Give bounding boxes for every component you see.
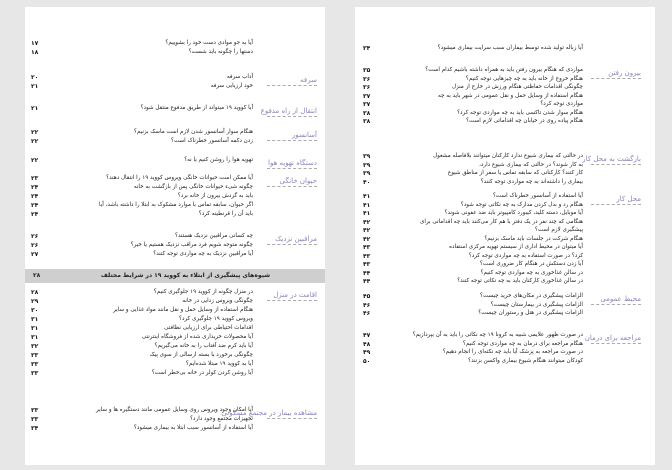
toc-entry-text: باید به گردش بیرون از خانه برد؟ — [177, 193, 253, 199]
toc-entry-text: آیا به جو موادی دست خود را بشوییم؟ — [165, 40, 253, 46]
toc-entry-page: ۲۲ — [31, 157, 39, 164]
toc-entry-page: ۳۰ — [31, 307, 39, 314]
toc-entry-text: آیا به کووید ۱۹ مبتلا شده‌ایم؟ — [185, 361, 253, 367]
toc-entry-page: ۳۴ — [363, 45, 371, 52]
toc-entry-text: الزامات پیشگیری در هتل و رستوران چیست؟ — [478, 310, 583, 316]
toc-entry-page: ۱۷ — [31, 40, 39, 47]
toc-entry-text: هنگام استفاده از وسایل حمل و نقل مانند مواد غذایی و سایر — [113, 307, 253, 313]
heading-dash — [267, 300, 317, 301]
toc-entry-text: الزامات پیشگیری در مکان‌های خرید چیست؟ — [480, 293, 583, 299]
left-page — [25, 7, 325, 465]
toc-entry-text: باید آن را قرنطینه کرد؟ — [198, 211, 253, 217]
toc-entry-page: ۳۶ — [363, 75, 371, 83]
toc-entry-page: ۵۰ — [363, 357, 371, 365]
toc-section-heading: سرفه — [300, 76, 317, 84]
toc-entry-text: الزامات پیشگیری در بیمارستان چیست؟ — [490, 301, 583, 308]
toc-entry-page: ۴۲ — [363, 227, 371, 234]
toc-entry-page: ۳۷ — [363, 92, 371, 100]
toc-section-heading: محل کار — [616, 195, 641, 203]
toc-entry-page: ۳۸ — [363, 118, 371, 125]
toc-entry-page: ۳۷ — [363, 101, 371, 108]
toc-entry-text: خود ارزیابی سرفه — [210, 83, 253, 89]
toc-entry-page: ۲۴ — [31, 202, 39, 209]
toc-entry-text: مواردی که هنگام بیرون رفتن باید به همراه داشته باشیم کدام است؟ — [425, 67, 583, 73]
toc-entry-page: ۴۴ — [363, 269, 371, 277]
toc-entry-page: ۴۶ — [363, 301, 371, 309]
toc-entry-page: ۴۳ — [363, 261, 371, 268]
toc-entry-page: ۲۲ — [31, 129, 39, 136]
toc-entry-page: ۳۱ — [31, 316, 39, 323]
toc-entry-text: مواردی توجه کرد؟ — [540, 101, 583, 107]
toc-entry-text: هنگام رد و بدل کردن مدارک به چه نکاتی توجه شود؟ — [460, 201, 583, 208]
chapter-page: ۲۸ — [33, 272, 41, 279]
toc-section-heading: آسانسور — [291, 131, 317, 139]
toc-entry-page: ۴۸ — [363, 340, 371, 348]
toc-entry-text: تجهیزات مجتمع وجود دارد؟ — [190, 416, 253, 422]
toc-entry-page: ۳۱ — [31, 325, 39, 332]
toc-section-heading: دستگاه تهویه هوا — [268, 159, 317, 167]
toc-entry-page: ۳۹ — [363, 161, 371, 169]
toc-entry-page: ۳۶ — [363, 84, 371, 91]
toc-entry-text: آیا محصولات خریداری شده از فروشگاه اینترنتی — [141, 334, 253, 340]
toc-entry-page: ۴۱ — [363, 201, 371, 209]
toc-entry-page: ۲۷ — [31, 251, 39, 258]
toc-entry-page: ۲۴ — [31, 211, 39, 218]
heading-dash — [267, 186, 317, 187]
toc-entry-page: ۳۵ — [363, 67, 371, 74]
toc-entry-text: هنگام سوار آسانسور شدن لازم است ماسک بزنیم؟ — [133, 129, 253, 135]
toc-entry-text: در سالن غذاخوری به چه مواردی توجه کنیم؟ — [480, 269, 583, 276]
heading-dash — [267, 85, 317, 86]
toc-section-heading: بیرون رفتن — [608, 69, 641, 77]
toc-entry-page: ۴۷ — [363, 332, 371, 339]
toc-section-heading: حیوان خانگی — [279, 177, 317, 185]
toc-entry-text: ویروس کووید ۱۹ جلوگیری کرد؟ — [179, 316, 253, 322]
toc-section-heading: بازگشت به محل کار — [582, 155, 641, 163]
toc-entry-page: ۳۸ — [363, 109, 371, 117]
heading-dash — [591, 164, 641, 165]
heading-dash — [267, 244, 317, 245]
toc-entry-page: ۲۱ — [31, 105, 39, 112]
toc-section-heading: مراجعه برای درمان — [584, 334, 641, 342]
chapter-band — [25, 269, 325, 283]
toc-entry-text: چگونه شیء حیوانات خانگی پس از بازگشت به خانه — [133, 184, 253, 190]
toc-entry-page: ۳۱ — [31, 334, 39, 341]
toc-entry-text: آیا مراقبین نزدیک به چه مواردی توجه کنند؟ — [153, 251, 253, 257]
toc-entry-page: ۳۳ — [31, 361, 39, 368]
toc-entry-text: هنگام سوار شدن تاکسی باید به چه مواردی توجه کرد؟ — [457, 109, 583, 116]
toc-entry-text: هنگام استفاده از وسایل حمل و نقل عمومی در شهر باید به چه — [438, 92, 583, 99]
toc-section-heading: مشاهده بیمار در مجتمع مسکونی — [221, 409, 317, 417]
toc-entry-page: ۴۲ — [363, 235, 371, 243]
toc-entry-text: آیا زدن دستکش در هنگام کار ضروری است؟ — [479, 261, 583, 267]
toc-entry-page: ۱۸ — [31, 49, 39, 56]
toc-section-heading: محیط عمومی — [600, 295, 641, 303]
toc-entry-text: چه کسانی مراقبین نزدیک هستند؟ — [174, 233, 253, 239]
toc-entry-page: ۳۹ — [363, 170, 371, 177]
toc-entry-text: هنگامی که چند نفر در یک دفتر با هم کار می‌کنند باید چه اقداماتی برای — [420, 218, 583, 225]
toc-entry-text: آیا روشن کردن کولر در خانه بی‌خطر است؟ — [151, 370, 253, 376]
toc-entry-text: آیا استفاده از آسانسور خطرناک است؟ — [492, 193, 583, 199]
heading-dash — [591, 304, 641, 305]
right-page — [355, 7, 655, 465]
toc-entry-text: آیا استفاده از آسانسور سبب ابتلا به بیماری میشود؟ — [133, 425, 253, 431]
toc-entry-text: دستها را چگونه باید شست؟ — [188, 49, 253, 55]
toc-entry-page: ۳۴ — [31, 425, 39, 432]
toc-entry-page: ۲۴ — [31, 184, 39, 191]
toc-entry-text: آیا موبایل، دسته کلید، کیبورد کامپیوتر باید ضد عفونی شوند؟ — [444, 210, 583, 216]
toc-entry-text: در منزل چگونه از کووید ۱۹ جلوگیری کنیم؟ — [153, 289, 253, 295]
toc-entry-page: ۴۲ — [363, 218, 371, 226]
toc-section-heading: مراقبین نزدیک — [275, 235, 317, 243]
toc-entry-text: تهویه هوا را روشن کنیم یا نه؟ — [184, 157, 253, 163]
toc-entry-page: ۲۴ — [31, 193, 39, 200]
toc-entry-text: در سالن غذاخوری کارکنان باید به چه نکاتی توجه کنند؟ — [457, 278, 583, 284]
toc-entry-text: کودکان میتوانند هنگام شیوع بیماری واکسن بزنند؟ — [468, 357, 583, 364]
heading-dash — [267, 140, 317, 141]
toc-entry-text: هنگام پیاده روی در خیابان چه اقداماتی لازم است؟ — [466, 118, 583, 124]
toc-entry-page: ۲۲ — [31, 138, 39, 145]
toc-entry-text: بیماری را داشته‌اند به چه مواردی توجه کنند؟ — [480, 178, 583, 185]
toc-entry-page: ۴۹ — [363, 349, 371, 356]
toc-entry-text: آیا کووید ۱۹ میتواند از طریق مدفوع منتقل شود؟ — [140, 105, 253, 111]
heading-dash — [267, 168, 317, 169]
heading-dash — [267, 418, 317, 419]
toc-entry-text: هنگام خروج از خانه باید به چه چیزهایی توجه کنیم؟ — [465, 75, 583, 82]
toc-entry-text: کرد؟ در صورت استفاده به چه مواردی توجه کرد؟ — [468, 252, 583, 259]
toc-entry-text: پیشگیری لازم است؟ — [534, 227, 583, 233]
toc-entry-text: کار کنند؟ کارکنانی که سابقه تماس یا سفر از مناطق شیوع — [447, 170, 583, 176]
toc-entry-text: اقدامات احتیاطی برای ارزیابی نظافتی — [164, 325, 253, 331]
toc-entry-page: ۴۱ — [363, 193, 371, 200]
toc-entry-page: ۴۳ — [363, 244, 371, 251]
toc-section-heading: انتقال از راه مدفوع — [260, 107, 317, 115]
toc-entry-page: ۲۰ — [31, 74, 39, 81]
toc-entry-page: ۳۹ — [363, 153, 371, 160]
toc-entry-text: آیا زباله تولید شده توسط بیماران سبب سرایت بیماری میشود؟ — [437, 45, 583, 51]
toc-entry-text: هنگام مراجعه برای درمان به چه مواردی توجه کنیم؟ — [462, 340, 583, 347]
toc-entry-text: به کار شوند؟ در حالتی که بیماری شیوع دارد، — [479, 161, 583, 168]
toc-entry-text: اگر حیوان، سابقه تماس با موارد مشکوک به ابتلا را داشته باشد، آیا — [99, 202, 253, 208]
toc-entry-page: ۳۲ — [31, 343, 39, 350]
toc-entry-text: در حالتی که بیماری شیوع ندارد کارکنان میتوانند بلافاصله مشغول — [433, 153, 583, 159]
toc-entry-text: آیا ممکن است حیوانات خانگی ویروس کووید ۱۹ را انتقال دهند؟ — [106, 175, 253, 181]
toc-entry-page: ۴۳ — [363, 252, 371, 260]
toc-entry-page: ۲۶ — [31, 242, 39, 249]
toc-entry-page: ۴۵ — [363, 293, 371, 300]
toc-entry-page: ۴۰ — [363, 178, 371, 186]
toc-entry-page: ۳۳ — [31, 416, 39, 423]
toc-entry-text: چگونگی برخورد با بسته ارسالی از سوی پیک — [149, 352, 253, 358]
toc-entry-page: ۴۱ — [363, 210, 371, 217]
toc-section-heading: اقامت در منزل — [273, 291, 317, 299]
toc-entry-text: در صورت ظهور علایمی شبیه به کرونا ۱۹ چه نکاتی را باید به آن بپردازیم؟ — [412, 332, 583, 338]
toc-entry-page: ۳۳ — [31, 352, 39, 359]
toc-entry-page: ۲۹ — [31, 298, 39, 305]
heading-dash — [267, 116, 317, 117]
toc-entry-text: زدن دکمه آسانسور خطرناک است؟ — [171, 138, 253, 144]
toc-entry-page: ۲۱ — [31, 83, 39, 90]
toc-entry-page: ۲۳ — [31, 175, 39, 182]
toc-entry-text: چگونگی اقدامات حفاظتی هنگام ورزش در خارج از منزل — [451, 84, 583, 90]
toc-entry-text: در صورت مراجعه به پزشک آیا باید چه نکته‌ای را انجام دهیم؟ — [442, 349, 583, 355]
toc-entry-page: ۳۳ — [31, 370, 39, 377]
toc-entry-text: آیا میتوان در محیط اداری از سیستم تهویه مرکزی استفاده — [449, 244, 583, 250]
toc-entry-text: آیا امکان وجود ویروس روی وسایل عمومی مانند دستگیره ها و سایر — [96, 407, 253, 413]
toc-entry-page: ۳۳ — [31, 407, 39, 414]
toc-entry-text: هنگام شرکت در جلسات باید ماسک بزنیم؟ — [484, 235, 583, 242]
toc-entry-page: ۴۶ — [363, 310, 371, 317]
heading-dash — [591, 78, 641, 79]
chapter-title: شیوه‌های پیشگیری از ابتلاء به کووید ۱۹ در شرایط مختلف — [100, 272, 270, 279]
toc-entry-text: آداب سرفه — [226, 74, 253, 80]
heading-dash — [591, 204, 641, 205]
toc-entry-page: ۴۴ — [363, 278, 371, 285]
toc-entry-text: چگونه متوجه شویم فرد مراقب نزدیک هستیم یا خیر؟ — [130, 242, 253, 248]
heading-dash — [591, 343, 641, 344]
toc-entry-text: آیا باید کرم ضد آفتاب را به خانه می‌گیریم؟ — [154, 343, 253, 349]
toc-entry-page: ۲۶ — [31, 233, 39, 240]
toc-entry-page: ۲۸ — [31, 289, 39, 296]
toc-entry-text: چگونگی ویروس زدایی در خانه — [182, 298, 253, 304]
